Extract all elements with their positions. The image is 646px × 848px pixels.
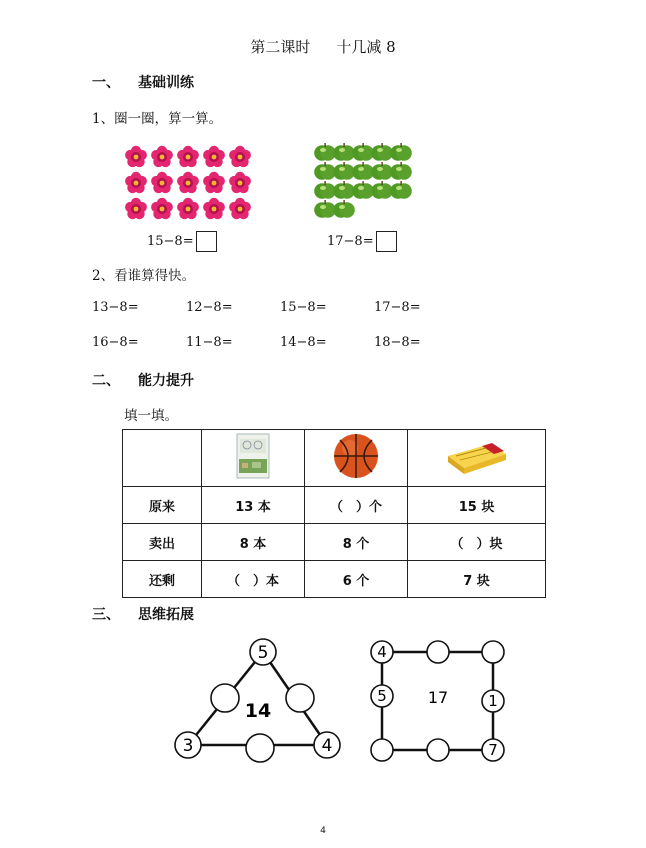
table-row xyxy=(123,524,546,561)
lesson-label: 第二课时 xyxy=(250,38,311,56)
calc-item: 16−8= xyxy=(92,335,139,350)
book-icon xyxy=(236,433,270,479)
apple-icon xyxy=(333,181,355,199)
apple-icon xyxy=(314,200,336,218)
flower-icon xyxy=(229,146,251,167)
table-cell: 8 本 xyxy=(202,524,305,561)
table-row xyxy=(123,487,546,524)
flower-icon xyxy=(177,198,199,219)
flower-icon xyxy=(203,172,225,193)
table-cell-blank[interactable]: （ ）个 xyxy=(305,487,408,524)
equation-text: 17−8= xyxy=(327,234,374,249)
book-cell xyxy=(202,430,305,487)
table-cell: 8 个 xyxy=(305,524,408,561)
calc-item: 18−8= xyxy=(374,335,421,350)
apple-icon xyxy=(371,181,393,199)
calc-item: 12−8= xyxy=(186,300,233,315)
calc-item: 14−8= xyxy=(280,335,327,350)
flower-icon xyxy=(177,146,199,167)
puzzle-node-empty[interactable] xyxy=(427,641,449,663)
flower-icon xyxy=(151,146,173,167)
question-1-equation-right xyxy=(327,231,397,252)
section-1-title: 基础训练 xyxy=(138,75,194,91)
section-3-number: 三、 xyxy=(92,607,120,623)
table-cell-blank[interactable]: （ ）块 xyxy=(408,524,546,561)
flower-icon xyxy=(229,198,251,219)
square-sum: 17 xyxy=(427,688,449,707)
apple-icon xyxy=(333,143,355,161)
puzzle-node-empty[interactable] xyxy=(427,739,449,761)
apple-icon xyxy=(314,181,336,199)
table-cell: 13 本 xyxy=(202,487,305,524)
flower-group-image xyxy=(120,143,260,225)
node-label: 5 xyxy=(377,687,387,705)
flower-icon xyxy=(151,198,173,219)
eraser-icon xyxy=(442,434,512,478)
section-3-heading xyxy=(92,604,194,624)
triangle-puzzle xyxy=(170,632,350,767)
section-2-number: 二、 xyxy=(92,373,120,389)
apple-icon xyxy=(333,162,355,180)
apple-icon xyxy=(314,162,336,180)
fill-in-table xyxy=(122,429,546,598)
row-label: 还剩 xyxy=(123,561,202,598)
table-corner-cell xyxy=(123,430,202,487)
flower-icon xyxy=(177,172,199,193)
answer-box[interactable] xyxy=(376,231,397,252)
puzzle-node-empty[interactable] xyxy=(246,734,274,762)
flower-icon xyxy=(203,198,225,219)
answer-box[interactable] xyxy=(196,231,217,252)
node-label: 4 xyxy=(377,643,387,661)
section-1-heading xyxy=(92,72,194,92)
lesson-topic: 十几减 8 xyxy=(336,38,396,56)
calc-item: 13−8= xyxy=(92,300,139,315)
calc-item: 15−8= xyxy=(280,300,327,315)
puzzle-node-empty[interactable] xyxy=(286,684,314,712)
node-label: 1 xyxy=(488,692,498,710)
square-puzzle xyxy=(364,636,509,766)
table-image-row xyxy=(123,430,546,487)
apple-icon xyxy=(352,162,374,180)
row-label: 原来 xyxy=(123,487,202,524)
calc-item: 17−8= xyxy=(374,300,421,315)
flower-icon xyxy=(203,146,225,167)
section-2-title: 能力提升 xyxy=(138,373,194,389)
basketball-icon xyxy=(332,432,380,480)
apple-icon xyxy=(390,181,412,199)
node-label: 5 xyxy=(257,643,269,663)
basketball-cell xyxy=(305,430,408,487)
table-cell: 15 块 xyxy=(408,487,546,524)
apple-icon xyxy=(390,162,412,180)
flower-icon xyxy=(125,172,147,193)
puzzle-node-empty[interactable] xyxy=(482,641,504,663)
flower-icon xyxy=(229,172,251,193)
apple-group-image xyxy=(313,140,413,222)
equation-text: 15−8= xyxy=(147,234,194,249)
node-label: 4 xyxy=(321,736,333,756)
section-2-heading xyxy=(92,370,194,390)
table-cell: 7 块 xyxy=(408,561,546,598)
puzzle-node-empty[interactable] xyxy=(211,684,239,712)
apple-icon xyxy=(333,200,355,218)
calc-item: 11−8= xyxy=(186,335,233,350)
node-label: 7 xyxy=(488,741,498,759)
table-cell-blank[interactable]: （ ）本 xyxy=(202,561,305,598)
apple-icon xyxy=(314,143,336,161)
apple-icon xyxy=(352,181,374,199)
triangle-sum: 14 xyxy=(244,700,272,722)
question-1-prompt: 1、圈一圈，算一算。 xyxy=(92,111,223,127)
apple-icon xyxy=(390,143,412,161)
section-2-instruction: 填一填。 xyxy=(124,408,178,424)
puzzle-node-empty[interactable] xyxy=(371,739,393,761)
table-row xyxy=(123,561,546,598)
section-3-title: 思维拓展 xyxy=(138,607,194,623)
table-cell: 6 个 xyxy=(305,561,408,598)
flower-icon xyxy=(125,146,147,167)
section-1-number: 一、 xyxy=(92,75,120,91)
apple-icon xyxy=(371,143,393,161)
page-title xyxy=(0,36,646,57)
question-1-equation-left xyxy=(147,231,217,252)
node-label: 3 xyxy=(182,736,194,756)
question-2-prompt: 2、看谁算得快。 xyxy=(92,268,196,284)
row-label: 卖出 xyxy=(123,524,202,561)
flower-icon xyxy=(151,172,173,193)
flower-icon xyxy=(125,198,147,219)
page-number: 4 xyxy=(320,826,326,836)
apple-icon xyxy=(352,143,374,161)
apple-icon xyxy=(371,162,393,180)
eraser-cell xyxy=(408,430,546,487)
